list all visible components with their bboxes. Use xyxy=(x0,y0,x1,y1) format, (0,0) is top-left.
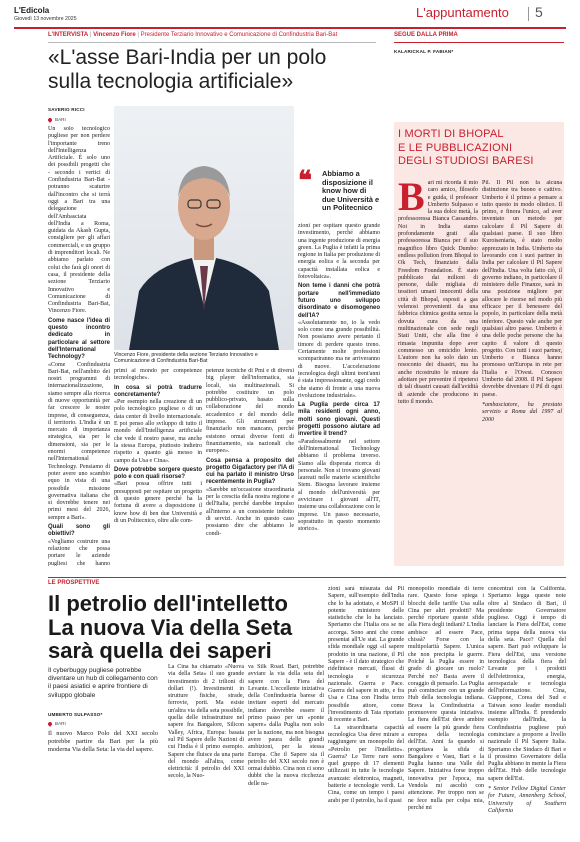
question-6: Non teme i danni che potrà portare nell'immediato futuro uno sviluppo disordinato e disomogeneo dell'IA? xyxy=(298,283,380,319)
portrait-illustration xyxy=(114,106,294,350)
drop-cap: B xyxy=(398,180,425,219)
interview-col-1 xyxy=(48,126,110,566)
interview-col-3 xyxy=(206,368,294,566)
sidebar-signature: *ambasciatore, ha prestato servizio a Roma dal 1997 al 2000 xyxy=(482,401,562,423)
bottom-col-1 xyxy=(48,730,158,830)
intro-text: Un solo tecnologico pugliese per non perdere l'importante treno dell'Intelligenza Artificiale. È solo uno dei possibili progetti che - secondo i vertici di Confindustria Bari-Bat - potranno scaturire dall'incontro che si terrà oggi a Bari tra una delegazione dell'Ambasciata dell'India a Roma, guidata da Akash Gupta, consigliere per gli affari commerciali, e un gruppo di imprenditori locali. Ne abbiamo parlato con colui che farà gli onori di casa, il presidente della sezione Terziario Innovativo e Comunicazione di Confindustria Bari-Bat, Vincenzo Fiore. xyxy=(48,126,110,315)
bottom-kicker: LE PROSPETTIVE xyxy=(48,580,100,586)
question-5: Cosa pensa a proposito del progetto Gigafactory per l'IA di cui ha parlato il ministro Urso recentemente in Puglia? xyxy=(206,457,294,486)
headline-line-2: sulla tecnologia artificiale» xyxy=(48,70,294,93)
bottom-col-4 xyxy=(328,586,404,834)
location-pin-icon xyxy=(47,117,53,123)
kicker-rule xyxy=(48,42,376,43)
header-rule xyxy=(14,27,566,29)
answer-4-cont: petenze tecniche di Pmi e di diversi big player dell'informatica, sia locali, sia multinazionali. Si potrebbe costituire un polo pubblico-privato, basato sulla collaborazione del mondo accademico e del mondo delle imprese. Gli strumenti per finanziarlo non mancano, perché esistono ormai diverse fonti di finanziamento, sia nazionali che europee». xyxy=(206,368,294,455)
question-3: In cosa si potrà tradurre concretamente? xyxy=(114,384,202,398)
section-divider xyxy=(528,7,529,21)
sidebar-text-1: ari mi ricorda il mio caro amico, filosofo e guida, il professor Umberto Sulpasso e la sua dolce metà, la professoressa Bianca Cassandro. Noi in India siamo profondamente grati alla professoressa Bianca per il suo magnifico libro Quick Dumbo: endless pollution from Bhopal to Ok Tech, finanziato dalla Freedom Foundation. È stato pubblicato dai milioni di persone, dalle migliaia di tessitori umani innocenti della città di Bhopal, esposti a gas velenosi provenienti da una fabbrica chimica gestita senza la dovuta cura da una multinazionale con sede negli Stati Uniti, che alla fine è rimasta impunita dopo aver commesso un omicidio lento. L'autore non ha solo dato un resoconto dei disastri, ma ha anche ricostruito le misure da adottare per prevenire il ripetersi di tali disastri causati dall'avidità di aziende che producono in tutto il mondo. xyxy=(398,180,478,405)
masthead-date: Giovedì 13 novembre 2025 xyxy=(14,16,77,22)
sidebar-header: SEGUE DALLA PRIMA xyxy=(394,32,458,38)
bottom-lead: Il nuovo Marco Polo del XXI secolo potrebbe partire da Bari per la più moderna Via della Seta: la via del sapere. xyxy=(48,730,158,753)
interview-headline xyxy=(48,46,326,94)
pull-quote: Abbiamo a disposizione il know how di due Università e un Politecnico xyxy=(322,169,380,213)
sidebar-title xyxy=(398,128,534,169)
sidebar-author: KALARICKAL P. FABIAN* xyxy=(394,49,454,54)
masthead-brand: L'Edicola xyxy=(14,6,50,15)
bottom-text-5: monopolio mondiale di terre rare. Questo forse spiega i blocchi delle tariffe Usa sulla Cina per altri prodotti? Ma perché riportare queste sfide alla Fiera degli indiani? L'India ambisce ad essere Pace, chissà? Forse con la multipolarità Sapere. L'unica che non precipita le guerre. Poiché la Puglia essere in grado di giocare un ruolo? Perché no? Basta avere il coraggio di pensarlo. La Puglia può cominciare con un grande Hub della tecnologia indiana. Brava la Confindustria a promuovere questa iniziativa. La fiera dell'Est deve ambire ad essere la più grande fiera europea della tecnologia dell'Est. Anni fa quando si progettava la sfida di Bangalore e Vasu, Bari e la Puglia hanno una Valle del Sapere. Iniziativa forse troppo innovativa per l'epoca, ma Vendola mi ascoltò con attenzione. Per troppo non se ne fece nulla per colpa mia, perché mi xyxy=(408,586,484,811)
bottom-col-3 xyxy=(248,664,324,834)
question-7: La Puglia perde circa 17 mila residenti ogni anno, molti sono giovani. Questi progetti possono aiutare ad invertire il trend? xyxy=(298,402,380,438)
bottom-col-6 xyxy=(488,586,566,834)
page-number: 5 xyxy=(535,4,543,20)
bottom-author: UMBERTO SULPASSO* xyxy=(48,712,103,717)
question-2: Quali sono gli obiettivi? xyxy=(48,524,110,538)
bottom-headline-line-2: La nuova Via della Seta xyxy=(48,614,293,640)
answer-1: «Come Confindustria Bari-Bat, nell'ambito dei nostri programmi di internazionalizzazione, siamo sempre alla ricerca di nuove opportunità per far crescere le nostre imprese, di conseguenza, il territorio. L'India è un mercato di importanza strategica, sia per le dimensioni, sia per le enormi competenze nell'International Technology. Pensiamo di poter avere uno scambio equo in vista di una possibile missione governativa italiana che si dovrebbe tenere nei primi mesi del 2026, sempre a Bari». xyxy=(48,361,110,521)
interview-author: SAVERIO RICCI xyxy=(48,107,85,112)
answer-5-cont: zioni per ospitare questo grande investimento, perché abbiamo una ingente produzione di energia green. La Puglia è infatti la prima regione in Italia per produzione di energia eolica e la seconda per capacità installata eolica e fotovoltaica». xyxy=(298,223,380,281)
bottom-text-2: La Cina ha chiamato «Nuova via della Seta» il suo grande investimento di 2 trilioni di dollari (!). Investimenti in strutture fisiche, strade, ferrovie, porti. Ma esiste un'altra via della seta possibile, quella delle infrastrutture nel sapere fra Bangalore, Silicon Valley, Africa, Europa: basata sul Pil Sapere delle Nazioni di cui l'India è il primo esempio. Sapere che fluisce da una parte del mondo all'altra, come elettricità: il petrolio del XXI secolo, la Nuo- xyxy=(168,664,244,780)
question-4: Dove potrebbe sorgere questo polo e con quali risorse? xyxy=(114,466,202,481)
sidebar-title-line-3: DEGLI STUDIOSI BARESI xyxy=(398,155,534,167)
answer-2: «Vogliamo costruire una relazione che possa portare le aziende pugliesi che hanno xyxy=(48,538,110,566)
interview-col-4 xyxy=(298,223,380,566)
interview-location xyxy=(48,117,66,122)
photo-caption: Vincenzo Fiore, presidente della sezione Terziario Innovativo e Comunicazione di Confindustria Bari-Bat xyxy=(114,352,258,365)
sidebar-col-1 xyxy=(398,180,478,564)
bottom-headline-line-1: Il petrolio dell'intelletto xyxy=(48,591,288,616)
answer-6: «Assolutamente no, io la vedo solo come una grande possibilità. Non possiamo avere pertanto il timore di perdere questo treno. Certamente molte professioni scompariranno ma ne arriveranno di nuove. L'accelerazione tecnologica degli ultimi trent'anni è stata impressionante, oggi credo che siamo di fronte a una nuova rivoluzione industriale». xyxy=(298,319,380,399)
bottom-headline-line-3: sarà quella dei saperi xyxy=(48,638,272,663)
bottom-summary: Il cyberbuggy pugliese potrebbe diventare un hub di collegamento con il paesi asiatici e aprire frontiere di sviluppo globale xyxy=(48,667,158,699)
bottom-headline xyxy=(48,592,292,663)
kicker-name: Vincenzo Fiore xyxy=(93,32,136,38)
kicker-role: Presidente Terziario Innovativo e Comunicazione di Confindustria Bari-Bat xyxy=(140,32,338,38)
bottom-text-3: va Silk Road. Bari, potrebbe avviare la via della seta del sapere con la Fiera del Levante. L'eccellente iniziativa della Confindustria barese di invitare esperti del mercato indiano dovrebbe essere il primo passo per un «ponte sapere» dalla Puglia non solo per la nazione, ma non bisogna avere paura delle grandi ambizioni, per la stessa Europa. Che il Sapere sia il petrolio del XXI secolo non è ormai dubbio. Cina non ci sono dubbi che la nuova ricchezza delle na- xyxy=(248,664,324,787)
answer-5: «Sarebbe un'occasione straordinaria per la crescita della nostra regione e dell'Italia, perché darebbe impulso all'interno a un consistente indotto di servizi. Anche in questo caso possiamo dire che abbiamo le condi- xyxy=(206,486,294,537)
sidebar-header-rule xyxy=(394,42,564,43)
sidebar-text-2: Pil. Il Pil non fa alcuna distinzione tra buono e cattivo. Umberto è il primo a pensare a tutto questo in modo olistico. Il primo, e finora l'unico, ad aver inventato un metodo per calcolare il Pil Sapere di qualsiasi paese. Il suo libro Kuroiseniaria, è stato molto apprezzato in India. Umberto sta lavorando con i suoi partner in India per calcolare il Pil Sapere dell'India. Una volta fatto ciò, il governo indiano, in particolare il ministero delle Finanze, sarà in una posizione migliore per allocare le risorse nel modo più efficace per il benessere del popolo, in particolare della metà inferiore. Questo vale anche per qualsiasi altro paese. Umberto è una delle poche persone che ha capito il valore di questo progetto. Con tutti i suoi partner, Umberto e Bianca hanno promosso un'Europa in rete per l'Italia e l'Ovest. Conosco Umberto dal 2008. Il Pil Sapere dovrebbe diventare il Pil di ogni paese. xyxy=(482,180,562,398)
bottom-signature: * Senior Fellow Digital Center for Future, Annenberg School, University of Southern California xyxy=(488,786,566,814)
interview-col-2 xyxy=(114,368,202,566)
bottom-col-2 xyxy=(168,664,244,834)
sidebar-col-2 xyxy=(482,180,562,564)
bottom-text-4: zioni sarà misurata dal Pil Sapere, sull'esempio dell'India che lo ha adottato, e MoSPI il potente ministero delle statistiche che lo ha lanciato. Speriamo che l'Italia ora se ne accorga. Sono anni che come presentai all'Ue stat. La grande sfida mondiale oggi «il sapere prodotto in una nazione, il Pil Sapere - è il dato strategico che ridefinisce mercati, flussi di tecnologia e sicurezza nazionale. Guerra e Pace. Guerra del sapere in atto, e fra Usa e Cina con l'India terzo possibile attore, come l'investimento di Tata riportato di recente a Bari. xyxy=(328,586,404,724)
location-label: BARI xyxy=(55,721,66,726)
question-1: Come nasce l'idea di questo incontro dedicato in particolare al settore dell'International Technology? xyxy=(48,317,110,361)
bottom-text-6: concentrai con la California. Speriamo legga queste note oltre al Sindaco di Bari, il presidente Governatore pugliese. Oggi è tempo di lanciare la Fiera dell'Est, come prima tappa della nuova via della seta. Pace? Quella del sapere. Bari può sviluppare la Fiera dell'Est, una versione tecnologica della fiera del Levante per i prodotti dell'elettronica, energia, aerospaziale e tecnologia dell'informazione. Cina, Giappone, Corea del Sud e Taiwan sono leader mondiali insieme all'India. È prendendo esempio dall'India, la Confindustria pugliese può cominciare a proporre a livello nazionale il Pil Sapere Italia. Speriamo che Sindaco di Bari e il prossimo Governatore della Puglia abbiano in mente la Fiera dell'Est. Hub delle tecnologie sapere dell'Est. xyxy=(488,586,566,782)
bottom-location xyxy=(48,721,66,726)
sidebar-title-line-1: I MORTI DI BHOPAL xyxy=(398,128,504,140)
kicker-label: L'INTERVISTA xyxy=(48,32,89,38)
answer-7: «Paradossalmente nel settore dell'International Technology abbiamo il problema inverso. Siamo alla disperata ricerca di personale. Non si trovano giovani laureati nelle materie scientifiche Stem. Bisogna lavorare insieme al mondo dell'università per avvicinare i giovani all'IT, insieme una collaborazione con le imprese. Un passo necessario, soprattutto in questo momento storico». xyxy=(298,438,380,533)
bottom-col-5 xyxy=(408,586,484,834)
section-title: L'appuntamento xyxy=(416,5,509,20)
location-label: BARI xyxy=(55,117,66,122)
headline-line-1: «L'asse Bari-India per un polo xyxy=(48,46,327,69)
answer-4: «Bari possa offrire tutti i presupposti per ospitare un progetto di questo genere perché ha la fortuna di avere a disposizione il know how di ben due Università e di un Politecnico, oltre alle com- xyxy=(114,481,202,524)
quote-icon: ❝ xyxy=(298,166,312,195)
answer-3: «Per esempio nella creazione di un polo tecnologico pugliese o di un data center di livello internazionale. E poi penso allo sviluppo di tutto il mondo dell'Intelligenza artificiale che vede il nostro paese, ma anche la stessa Europa, piuttosto indietro rispetto a quanto già messo in campo da Usa e Cina». xyxy=(114,399,202,464)
portrait-photo xyxy=(114,106,294,350)
location-pin-icon xyxy=(47,721,53,727)
bottom-text-4b: La straordinaria capacità tecnologica Usa deve mirare a raggiungere un monopolio del «Petrolio per l'Intelletto». Guerra? Le Terre rare sono quel gruppo di 17 elementi utilizzati in tutte le tecnologie avanzate: elettronica, magneti, batterie e tecnologie verdi. La Cina, come un tempo i paesi arabi per il petrolio, ha il quasi xyxy=(328,724,404,804)
sidebar-title-line-2: E LE PUBBLICAZIONI xyxy=(398,141,513,154)
answer-2-cont: primi al mondo per competenze tecnologiche». xyxy=(114,368,202,382)
interview-kicker: L'INTERVISTA | Vincenzo Fiore | Presidente Terziario Innovativo e Comunicazione di Confindustria Bari-Bat xyxy=(48,32,338,38)
bottom-section-rule xyxy=(48,577,566,578)
